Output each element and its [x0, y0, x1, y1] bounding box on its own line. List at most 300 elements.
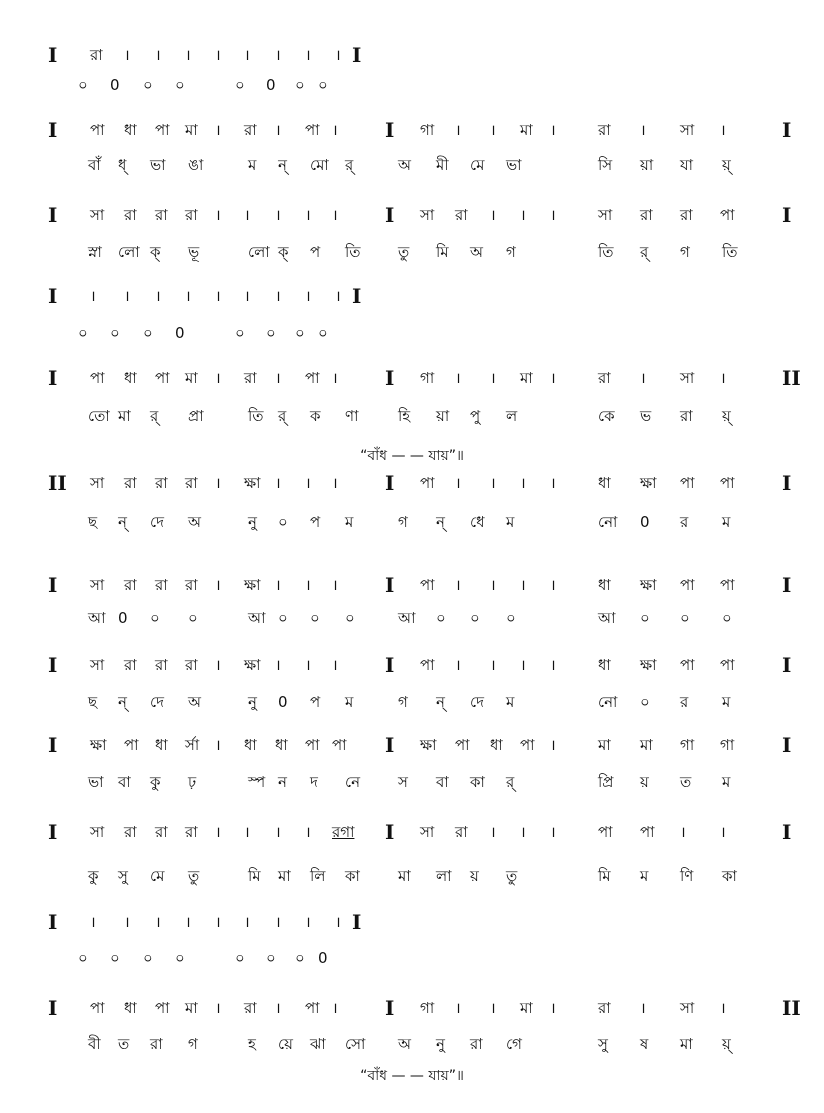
note: ।	[275, 913, 281, 931]
bar-line: I	[48, 733, 58, 757]
note: সা	[90, 474, 105, 492]
lyric-syllable: মা	[278, 867, 291, 885]
lyric-syllable: লো	[248, 243, 270, 261]
bar-line: I	[385, 118, 395, 142]
note: ।	[455, 999, 461, 1017]
note: ।	[550, 576, 556, 594]
lyric-syllable: কা	[345, 867, 360, 885]
note: ।	[490, 656, 496, 674]
note: ।	[335, 46, 341, 64]
note: ।	[275, 999, 281, 1017]
note: ।	[490, 369, 496, 387]
bar-line: I	[48, 996, 58, 1020]
lyric-syllable: ০	[78, 324, 88, 342]
note: ।	[305, 576, 311, 594]
lyric-syllable: অ	[470, 243, 483, 261]
note: ।	[244, 287, 250, 305]
lyric-syllable: হি	[398, 407, 411, 425]
note: ।	[215, 121, 221, 139]
lyric-syllable: ০	[143, 324, 153, 342]
note: ক্ষা	[244, 656, 261, 674]
lyric-syllable: কে	[598, 407, 615, 425]
note: ।	[332, 656, 338, 674]
bar-line: I	[782, 118, 792, 142]
note: সা	[90, 656, 105, 674]
lyric-syllable: ০	[278, 513, 288, 531]
note: রা	[244, 369, 257, 387]
note: ।	[455, 121, 461, 139]
note: পা	[680, 656, 695, 674]
lyric-syllable: ০	[188, 609, 198, 627]
note: রা	[244, 999, 257, 1017]
lyric-syllable: 0	[318, 949, 328, 967]
lyric-syllable: লো	[118, 243, 140, 261]
note: রা	[598, 121, 611, 139]
note: রা	[155, 656, 168, 674]
note: রা	[680, 206, 693, 224]
lyric-syllable: ন্	[436, 693, 445, 711]
note: ।	[275, 206, 281, 224]
refrain-caption: “বাঁধ — — যায়”॥	[360, 448, 464, 464]
lyric-syllable: 0	[640, 513, 650, 531]
lyric-syllable: ০	[235, 76, 245, 94]
lyric-syllable: ০	[175, 76, 185, 94]
note: রগা	[332, 823, 355, 841]
lyric-syllable: লি	[310, 867, 326, 885]
note: গা	[720, 736, 735, 754]
note: ধা	[244, 736, 257, 754]
lyric-syllable: ০	[175, 949, 185, 967]
lyric-syllable: গ	[398, 693, 408, 711]
lyric-syllable: ভূ	[188, 243, 200, 261]
note: ।	[155, 46, 161, 64]
lyric-syllable: ভা	[88, 773, 104, 791]
lyric-syllable: প	[310, 243, 321, 261]
note: ।	[90, 913, 96, 931]
note: সা	[680, 999, 695, 1017]
note: ।	[215, 206, 221, 224]
lyric-syllable: ঙা	[188, 156, 204, 174]
note: ।	[455, 576, 461, 594]
note: ।	[185, 913, 191, 931]
note: পা	[420, 576, 435, 594]
lyric-syllable: তু	[506, 867, 518, 885]
lyric-syllable: অ	[398, 156, 411, 174]
lyric-syllable: আ	[398, 609, 416, 627]
note: ।	[215, 999, 221, 1017]
note: মা	[520, 999, 533, 1017]
note: ।	[244, 913, 250, 931]
note: সা	[680, 369, 695, 387]
note: ।	[215, 287, 221, 305]
lyric-syllable: 0	[175, 324, 185, 342]
note: পা	[155, 121, 170, 139]
note: পা	[455, 736, 470, 754]
lyric-syllable: রা	[150, 1035, 163, 1053]
lyric-row	[0, 401, 824, 431]
lyric-syllable: ০	[722, 609, 732, 627]
note: ।	[720, 999, 726, 1017]
lyric-syllable: ষ	[640, 1035, 649, 1053]
note: ধা	[275, 736, 288, 754]
note: ধা	[155, 736, 168, 754]
lyric-syllable: কা	[722, 867, 737, 885]
lyric-syllable: ০	[295, 949, 305, 967]
notation-row	[0, 40, 824, 70]
note: ধা	[490, 736, 503, 754]
bar-line: I	[48, 910, 58, 934]
note: রা	[124, 823, 137, 841]
lyric-syllable: য়্	[722, 156, 731, 174]
note: রা	[124, 474, 137, 492]
lyric-row	[0, 767, 824, 797]
bar-line: I	[48, 653, 58, 677]
notation-row	[0, 363, 824, 393]
bar-line: II	[782, 996, 801, 1020]
note: ।	[275, 287, 281, 305]
lyric-syllable: ন্	[436, 513, 445, 531]
lyric-syllable: য়্	[722, 1035, 731, 1053]
lyric-syllable: য়্	[722, 407, 731, 425]
note: ধা	[598, 656, 611, 674]
lyric-syllable: ০	[310, 609, 320, 627]
note: পা	[90, 999, 105, 1017]
lyric-syllable: মা	[680, 1035, 693, 1053]
note: পা	[155, 369, 170, 387]
note: ।	[640, 121, 646, 139]
note: রা	[598, 369, 611, 387]
lyric-syllable: ০	[345, 609, 355, 627]
note: সা	[420, 206, 435, 224]
note: ক্ষা	[640, 474, 657, 492]
note: ধা	[124, 369, 137, 387]
note: ।	[490, 206, 496, 224]
note: গা	[680, 736, 695, 754]
lyric-syllable: আ	[88, 609, 106, 627]
note: ।	[455, 369, 461, 387]
lyric-syllable: ০	[266, 949, 276, 967]
lyric-syllable: ০	[640, 609, 650, 627]
lyric-syllable: য়	[640, 773, 649, 791]
lyric-syllable: নু	[248, 693, 257, 711]
note: ।	[215, 46, 221, 64]
lyric-syllable: র্	[640, 243, 649, 261]
note: পা	[720, 576, 735, 594]
lyric-syllable: দে	[150, 513, 164, 531]
note: ।	[244, 206, 250, 224]
note: ।	[215, 656, 221, 674]
lyric-syllable: ০	[318, 324, 328, 342]
note: পা	[640, 823, 655, 841]
lyric-syllable: য়া	[640, 156, 654, 174]
lyric-syllable: ঝা	[310, 1035, 326, 1053]
note: মা	[598, 736, 611, 754]
bar-line: I	[782, 203, 792, 227]
lyric-syllable: 0	[118, 609, 128, 627]
lyric-syllable: বা	[436, 773, 449, 791]
lyric-syllable: ছ	[88, 513, 98, 531]
lyric-syllable: আ	[598, 609, 616, 627]
lyric-syllable: ক্	[278, 243, 289, 261]
note: পা	[332, 736, 347, 754]
lyric-syllable: ভা	[150, 156, 166, 174]
note: ।	[490, 999, 496, 1017]
lyric-syllable: দে	[150, 693, 164, 711]
note: ।	[244, 46, 250, 64]
lyric-syllable: হ	[248, 1035, 256, 1053]
lyric-syllable: দে	[470, 693, 484, 711]
note: ।	[490, 576, 496, 594]
lyric-syllable: ধ্	[118, 156, 127, 174]
note: মা	[185, 999, 198, 1017]
lyric-syllable: ণি	[680, 867, 694, 885]
note: ।	[550, 369, 556, 387]
lyric-syllable: ম	[640, 867, 649, 885]
lyric-syllable: অ	[188, 513, 201, 531]
lyric-syllable: ০	[143, 76, 153, 94]
lyric-syllable: ম	[248, 156, 257, 174]
lyric-syllable: র্	[278, 407, 287, 425]
lyric-syllable: ০	[470, 609, 480, 627]
note: ।	[680, 823, 686, 841]
lyric-syllable: স্না	[88, 243, 102, 261]
bar-line: I	[782, 471, 792, 495]
notation-row	[0, 650, 824, 680]
note: মা	[520, 121, 533, 139]
note: রা	[598, 999, 611, 1017]
bar-line: I	[48, 118, 58, 142]
lyric-syllable: ক্	[150, 243, 161, 261]
lyric-syllable: পু	[470, 407, 481, 425]
lyric-syllable: মি	[248, 867, 261, 885]
lyric-syllable: দ	[310, 773, 318, 791]
lyric-syllable: গ	[680, 243, 690, 261]
note: ।	[124, 46, 130, 64]
bar-line: I	[48, 284, 58, 308]
lyric-row	[0, 861, 824, 891]
lyric-syllable: ন্	[278, 156, 287, 174]
lyric-syllable: ০	[78, 949, 88, 967]
lyric-syllable: সু	[118, 867, 128, 885]
note: ধা	[598, 474, 611, 492]
note: পা	[305, 736, 320, 754]
lyric-syllable: মো	[310, 156, 329, 174]
lyric-syllable: ল	[506, 407, 518, 425]
lyric-syllable: ন্	[118, 693, 127, 711]
note: ।	[124, 913, 130, 931]
lyric-syllable: ০	[150, 609, 160, 627]
lyric-syllable: ০	[143, 949, 153, 967]
note: ক্ষা	[640, 656, 657, 674]
note: ।	[490, 823, 496, 841]
note: মা	[640, 736, 653, 754]
note: ।	[90, 287, 96, 305]
notation-row	[0, 200, 824, 230]
note: ।	[215, 474, 221, 492]
note: ।	[490, 474, 496, 492]
lyric-syllable: সো	[345, 1035, 366, 1053]
note: ।	[335, 287, 341, 305]
lyric-syllable: রা	[470, 1035, 483, 1053]
lyric-syllable: গে	[506, 1035, 522, 1053]
lyric-syllable: প	[310, 513, 321, 531]
lyric-syllable: ০	[235, 324, 245, 342]
note: পা	[305, 369, 320, 387]
lyric-row	[0, 150, 824, 180]
note: ।	[275, 121, 281, 139]
bar-line: I	[48, 43, 58, 67]
bar-line: I	[385, 203, 395, 227]
lyric-syllable: 0	[278, 693, 288, 711]
note: পা	[680, 576, 695, 594]
note: রা	[185, 656, 198, 674]
lyric-row	[0, 943, 824, 973]
lyric-syllable: যা	[680, 156, 693, 174]
note: ।	[275, 46, 281, 64]
lyric-row	[0, 70, 824, 100]
lyric-syllable: মে	[150, 867, 165, 885]
notation-row	[0, 115, 824, 145]
note: ।	[720, 369, 726, 387]
note: ।	[332, 206, 338, 224]
note: পা	[720, 206, 735, 224]
refrain-caption: “বাঁধ — — যায়”॥	[360, 1068, 464, 1084]
note: ।	[332, 474, 338, 492]
notation-row	[0, 993, 824, 1023]
lyric-syllable: ভ	[640, 407, 652, 425]
bar-line: I	[385, 820, 395, 844]
lyric-syllable: সু	[598, 1035, 608, 1053]
lyric-syllable: মি	[598, 867, 611, 885]
lyric-syllable: স	[398, 773, 408, 791]
lyric-syllable: য়া	[436, 407, 450, 425]
lyric-syllable: ভা	[506, 156, 522, 174]
notation-row	[0, 281, 824, 311]
note: ক্ষা	[244, 474, 261, 492]
note: ।	[520, 576, 526, 594]
lyric-row	[0, 237, 824, 267]
note: পা	[720, 474, 735, 492]
note: মা	[185, 121, 198, 139]
note: ।	[305, 474, 311, 492]
note: ।	[520, 474, 526, 492]
lyric-syllable: ০	[436, 609, 446, 627]
lyric-syllable: র্	[506, 773, 515, 791]
note: পা	[720, 656, 735, 674]
note: ক্ষা	[90, 736, 107, 754]
lyric-syllable: ম	[345, 513, 354, 531]
lyric-syllable: নু	[248, 513, 257, 531]
note: মা	[520, 369, 533, 387]
bar-line: I	[48, 203, 58, 227]
bar-line: I	[352, 284, 362, 308]
note: রা	[244, 121, 257, 139]
note: রা	[155, 576, 168, 594]
lyric-syllable: ম	[506, 693, 515, 711]
lyric-syllable: আ	[248, 609, 266, 627]
note: ধা	[124, 999, 137, 1017]
note: ।	[550, 736, 556, 754]
lyric-syllable: ০	[278, 609, 288, 627]
note: ক্ষা	[420, 736, 437, 754]
notation-row	[0, 570, 824, 600]
lyric-syllable: ছ	[88, 693, 98, 711]
bar-line: I	[385, 471, 395, 495]
bar-line: I	[782, 733, 792, 757]
lyric-syllable: কু	[150, 773, 161, 791]
lyric-syllable: র	[680, 693, 689, 711]
note: রা	[124, 656, 137, 674]
note: রা	[155, 474, 168, 492]
bar-line: I	[385, 653, 395, 677]
bar-line: I	[352, 910, 362, 934]
note: ।	[720, 823, 726, 841]
lyric-syllable: নে	[345, 773, 361, 791]
lyric-syllable: ম	[722, 773, 731, 791]
bar-line: I	[385, 573, 395, 597]
lyric-syllable: তু	[398, 243, 410, 261]
bar-line: I	[48, 366, 58, 390]
note: ।	[520, 823, 526, 841]
note: ধা	[124, 121, 137, 139]
bar-line: I	[385, 996, 395, 1020]
bar-line: II	[782, 366, 801, 390]
note: রা	[455, 823, 468, 841]
lyric-syllable: মা	[118, 407, 131, 425]
note: ।	[335, 913, 341, 931]
note: ।	[215, 576, 221, 594]
lyric-syllable: নো	[598, 693, 618, 711]
note: ।	[155, 287, 161, 305]
note: ।	[215, 736, 221, 754]
note: ।	[332, 576, 338, 594]
note: রা	[124, 206, 137, 224]
notation-row	[0, 817, 824, 847]
lyric-syllable: তি	[598, 243, 614, 261]
lyric-syllable: ক	[310, 407, 321, 425]
note: পা	[305, 121, 320, 139]
lyric-syllable: গ	[188, 1035, 198, 1053]
lyric-row	[0, 318, 824, 348]
note: ।	[305, 823, 311, 841]
lyric-syllable: নো	[598, 513, 618, 531]
note: সা	[598, 206, 613, 224]
bar-line: I	[48, 573, 58, 597]
lyric-syllable: ০	[110, 324, 120, 342]
lyric-syllable: তি	[722, 243, 738, 261]
note: সা	[90, 576, 105, 594]
lyric-syllable: ০	[680, 609, 690, 627]
note: রা	[640, 206, 653, 224]
lyric-syllable: তি	[345, 243, 361, 261]
lyric-syllable: ম	[506, 513, 515, 531]
lyric-syllable: ০	[78, 76, 88, 94]
note: পা	[124, 736, 139, 754]
lyric-syllable: তো	[88, 407, 110, 425]
note: রা	[124, 576, 137, 594]
note: ।	[275, 369, 281, 387]
lyric-syllable: ০	[318, 76, 328, 94]
note: রা	[155, 206, 168, 224]
note: সা	[680, 121, 695, 139]
note: ।	[640, 999, 646, 1017]
note: ।	[124, 287, 130, 305]
note: রা	[185, 206, 198, 224]
note: ।	[520, 656, 526, 674]
note: ।	[305, 287, 311, 305]
lyric-syllable: কা	[470, 773, 485, 791]
note: ।	[275, 576, 281, 594]
